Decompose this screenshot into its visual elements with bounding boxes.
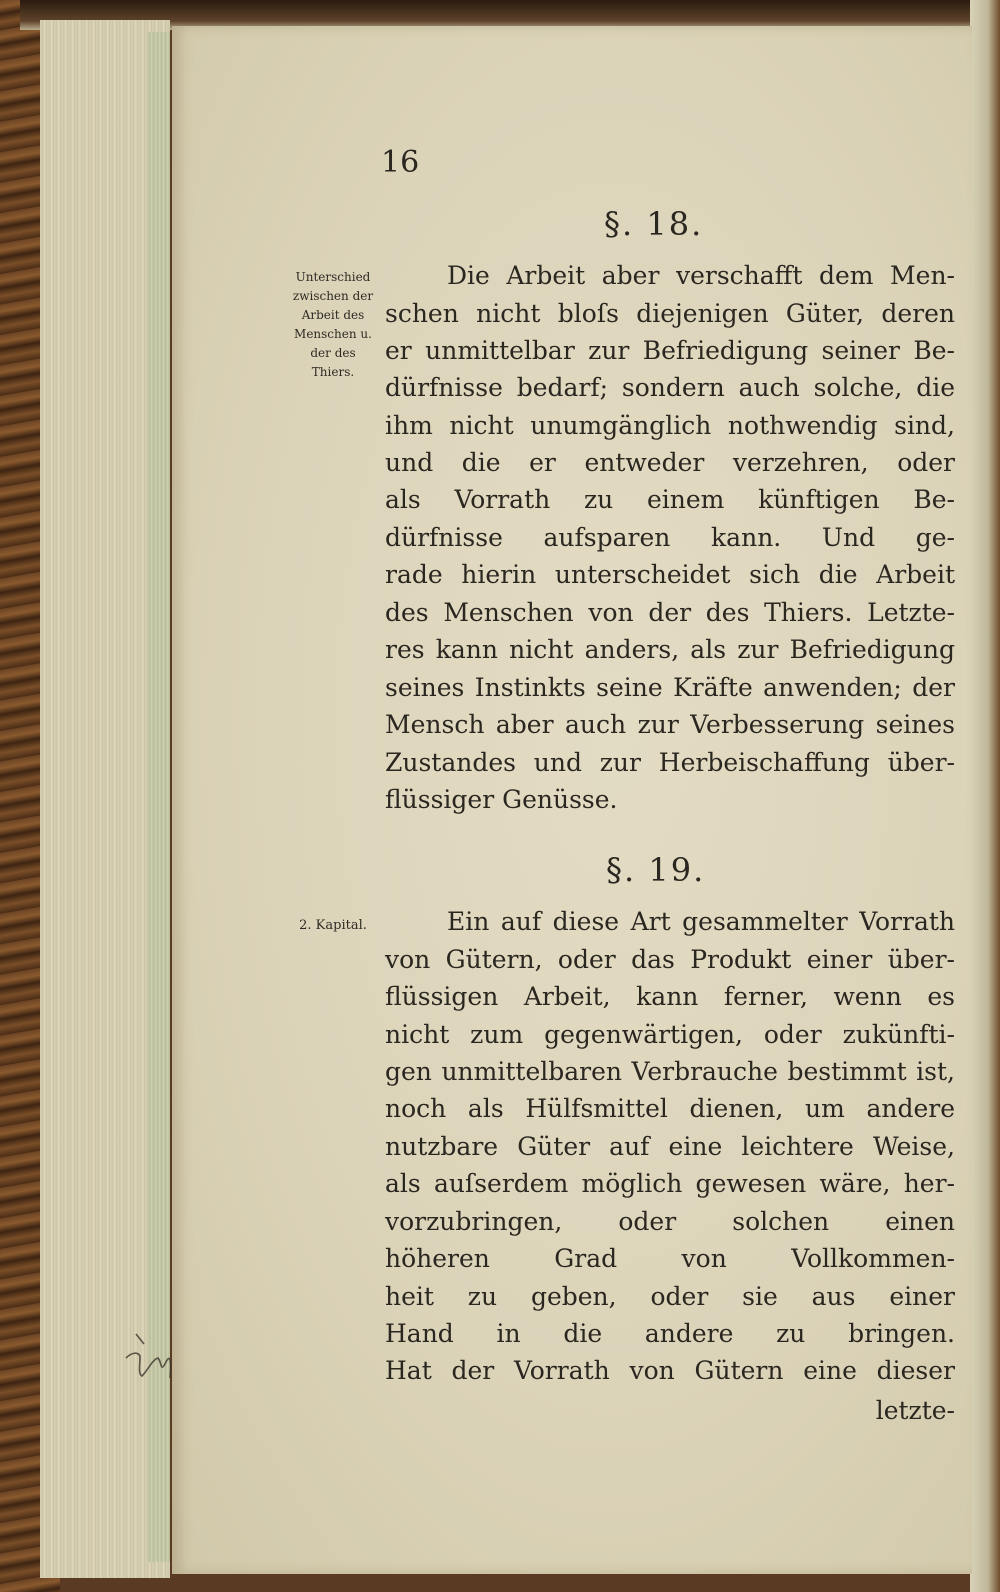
text-line: als Vorrath zu einem künftigen Be-	[385, 485, 955, 514]
section-heading-19: §. 19.	[606, 851, 706, 889]
margin-note-unterschied	[283, 268, 383, 382]
text-line: heit zu geben, oder sie aus einer	[385, 1282, 955, 1311]
page-number: 16	[381, 145, 420, 180]
margin-note-kapital	[278, 916, 388, 935]
text-line: er unmittelbar zur Befriedigung seiner Be-	[385, 336, 955, 365]
text-line: Die Arbeit aber verschafft dem Men-	[447, 261, 955, 290]
facing-page-edge	[970, 0, 1000, 1592]
margin-note-line: der des	[310, 346, 356, 360]
text-line: Hat der Vorrath von Gütern eine dieser	[385, 1356, 955, 1385]
margin-note-line: Menschen u.	[294, 327, 372, 341]
text-line: Mensch aber auch zur Verbesserung seines	[385, 710, 955, 739]
margin-note-line: Arbeit des	[301, 308, 365, 322]
text-line: des Menschen von der des Thiers. Letzte-	[385, 598, 955, 627]
text-line: als auſserdem möglich gewesen wäre, her-	[385, 1169, 955, 1198]
margin-note-line: Thiers.	[311, 365, 355, 379]
text-line: dürfnisse aufsparen kann. Und ge-	[385, 523, 955, 552]
pencil-annotation-mark	[118, 1322, 178, 1392]
text-line: noch als Hülfsmittel dienen, um andere	[385, 1094, 955, 1123]
text-line: und die er entweder verzehren, oder	[385, 448, 955, 477]
text-line: rade hierin unterscheidet sich die Arbeit	[385, 560, 955, 589]
text-line: höheren Grad von Vollkommen-	[385, 1244, 955, 1273]
text-line: nicht zum gegenwärtigen, oder zukünfti-	[385, 1020, 955, 1049]
text-line: res kann nicht anders, als zur Befriedigung	[385, 635, 955, 664]
margin-note-line: Unterschied	[295, 270, 371, 284]
margin-note-line: zwischen der	[292, 289, 374, 303]
text-line: Zustandes und zur Herbeischaffung über-	[385, 748, 955, 777]
text-line: dürfnisse bedarf; sondern auch solche, die	[385, 373, 955, 402]
catchword: letzte-	[875, 1396, 955, 1425]
margin-note-line: 2. Kapital.	[299, 918, 367, 933]
text-line: gen unmittelbaren Verbrauche bestimmt ist,	[385, 1057, 955, 1086]
text-line: seines Instinkts seine Kräfte anwenden; der	[385, 673, 955, 702]
text-line: flüssiger Genüsse.	[385, 785, 618, 814]
section-heading-18: §. 18.	[604, 205, 704, 243]
text-line: Ein auf diese Art gesammelter Vorrath	[447, 907, 955, 936]
text-line: vorzubringen, oder solchen einen	[385, 1207, 955, 1236]
text-line: von Gütern, oder das Produkt einer über-	[385, 945, 955, 974]
text-line: nutzbare Güter auf eine leichtere Weise,	[385, 1132, 955, 1161]
text-line: flüssigen Arbeit, kann ferner, wenn es	[385, 982, 955, 1011]
text-line: Hand in die andere zu bringen.	[385, 1319, 955, 1348]
text-line: schen nicht bloſs diejenigen Güter, deren	[385, 299, 955, 328]
text-line: ihm nicht unumgänglich nothwendig sind,	[385, 411, 955, 440]
